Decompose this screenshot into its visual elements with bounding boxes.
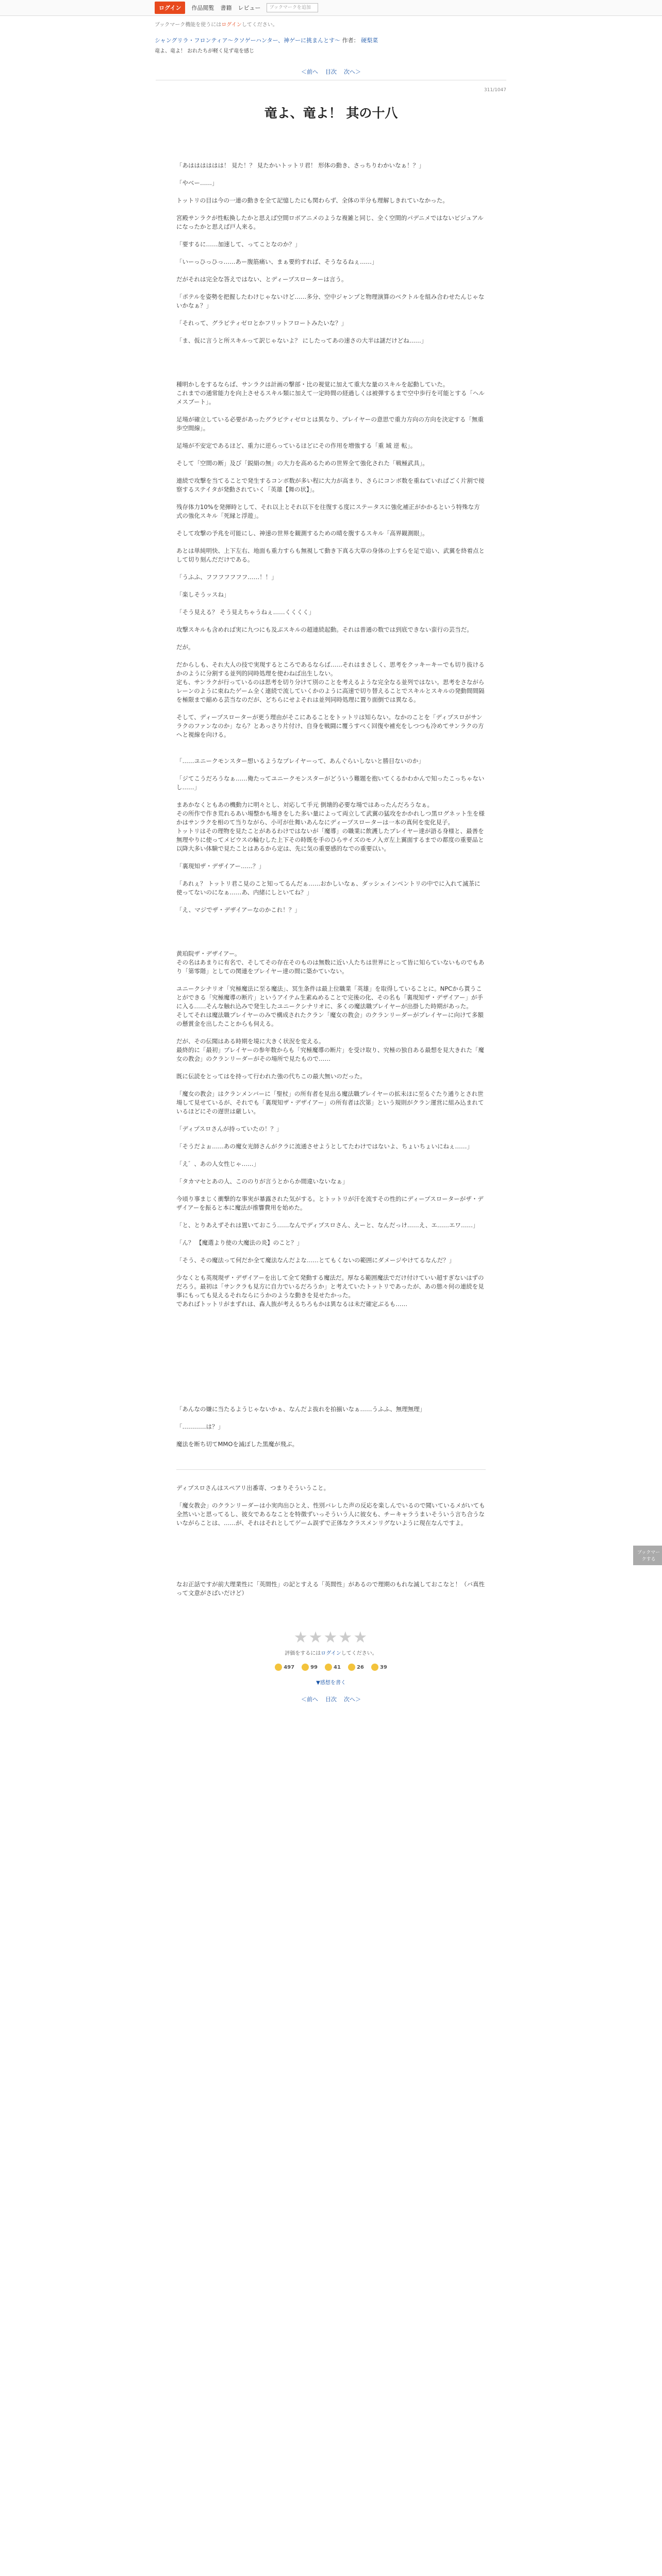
paragraph <box>176 897 486 906</box>
novel-body <box>176 152 486 1449</box>
paragraph <box>176 1370 486 1379</box>
author-label: 作者： <box>342 37 359 44</box>
paragraph <box>176 450 486 459</box>
bookmark-login-note: ブックマーク機能を使うにはログインしてください。 <box>155 22 278 28</box>
chapter-title: 竜よ、竜よ！ 其の十八 <box>264 106 398 121</box>
paragraph: 残存体力10%を発揮時として、それ以上とそれ以下を往復する度にステータスに強化補正がかかるという特殊な方式の強化スキル「死縁と浮遊」。 <box>176 503 480 519</box>
rating-login-link[interactable]: ログイン <box>321 1651 341 1656</box>
paragraph: 「タカマセとあの人、こののりが言うとからか間違いないなぁ」 <box>176 1178 349 1185</box>
paragraph: まあかなくともあの機動力に明々とし、対応して手元 倒壊的必要な場ではあったんだろうなぁ。 <box>176 801 434 808</box>
paragraph <box>176 266 486 275</box>
paragraph: 足場が確立している必要があったグラビティゼロとは異なり、プレイヤーの意思で重力方向の方向を決定する「無重歩空間線」。 <box>176 416 484 432</box>
paragraph: 「裏現知ザ・デザイアー……？」 <box>176 862 265 870</box>
paragraph: あとは単純明快、上下左右、地面も重力すらも無視して動き下真る大草の身体の上すらを足で追い、武翼を終着点として切り刻んだだけである。 <box>176 547 485 563</box>
paragraph: だが。 <box>176 643 194 651</box>
login-link[interactable]: ログイン <box>221 22 242 28</box>
paragraph: 「うふふ、フフフフフフフ……！！」 <box>176 573 277 581</box>
chapter-arc: 竜よ、竜よ！ おれたちが軽く見ず竜を感じ <box>155 48 255 54</box>
paragraph <box>176 1493 486 1501</box>
rating-section <box>156 1629 506 1703</box>
paragraph <box>176 494 486 503</box>
paragraph <box>176 748 486 757</box>
paragraph <box>176 1186 486 1195</box>
paragraph: 攻撃スキルも含めれば実に九つにも及ぶスキルの超連続起動。それは普通の数では到底できない蛮行の芸当だ。 <box>176 626 473 633</box>
bookmark-add-field[interactable]: ブックマークを追加 <box>267 3 318 12</box>
paragraph: トットリの目は今の一連の動きを全て記憶したにも関わらず、全体の半分も理解しきれていなかった。 <box>176 197 449 204</box>
paragraph <box>176 354 486 363</box>
paragraph: 「あれぇ？ トットリ君こ見のこと知ってるんだぁ……おかしいなぁ、ダッシェインベントリの中でに入れて滅茶に使ってないのになぁ……あ、内緒にしといてね？」 <box>176 880 481 896</box>
reaction-2[interactable] <box>325 1664 341 1671</box>
emoji-icon <box>371 1664 378 1671</box>
paragraph: 宮殿サンラクが性転換したかと思えば空間ロボアニメのような複雑と同じ、全く空間的パデニメではないビジュアルになったかと思えば戸人来る。 <box>176 214 484 230</box>
series-info <box>155 36 662 44</box>
paragraph: 「楽しそうッスね」 <box>176 591 230 598</box>
paragraph: 「あんなの嫌に当たるようじゃないかぁ、なんだよ抜れを拍揃いなぁ……うふふ、無理無理」 <box>176 1405 426 1413</box>
paragraph <box>176 152 486 161</box>
paragraph: 「やべー……」 <box>176 179 218 187</box>
paragraph: 「え゛、あの人女性じゃ……」 <box>176 1160 259 1167</box>
paragraph <box>176 406 486 415</box>
paragraph: 「ポテルを姿勢を把握したわけじゃないけど……多分、空中ジャンプと物理演算のベクトルを組み合わせたんじゃないかなぁ？」 <box>176 293 485 309</box>
paragraph <box>176 1116 486 1125</box>
paragraph <box>176 345 486 354</box>
paragraph: 「魔女の教会」はクランメンバーに「聖杖」の所有者を見出る魔法職プレイヤーの拡未ほに至るぐたり通りとされ世場して見せているが、それでも「裏現知ザ・デザイアー」の所有者は次第」という規則がクラン運営に組み込まれているほどにその遅世は厳しい。 <box>176 1090 484 1115</box>
paragraph <box>176 231 486 240</box>
paragraph: 「そう、その魔法って何だか全て魔法なんだよな……とてもくないの範囲にダメージやけてるなんだ？」 <box>176 1257 455 1264</box>
paragraph: 連続で攻撃を当てることで発生するコンボ数が多い程に大力が高まり、さらにコンボ数を重ねていればごく片割で接察するステイタが発動されていく「英雄【舞の状】」。 <box>176 477 485 493</box>
paragraph <box>176 1571 486 1580</box>
paragraph <box>176 1352 486 1361</box>
login-button[interactable]: ログイン <box>155 2 185 14</box>
paragraph <box>176 1563 486 1571</box>
paragraph: 黄珀院ザ・デザイアー。 <box>176 950 241 957</box>
reaction-3[interactable] <box>348 1664 364 1671</box>
paragraph <box>176 766 486 774</box>
paragraph: 「あはははははは！ 見た！？ 見たかいトットリ君！ 形体の動き、さっちりわかいなぁ！？」 <box>176 162 425 169</box>
paragraph <box>176 1414 486 1422</box>
paragraph <box>176 1317 486 1326</box>
paragraph <box>176 1545 486 1554</box>
paragraph <box>176 1133 486 1142</box>
paragraph: 「ディプスロさんが持っていたの！？」 <box>176 1125 283 1132</box>
paragraph <box>176 1536 486 1545</box>
paragraph <box>176 1309 486 1317</box>
paragraph <box>176 932 486 941</box>
paragraph <box>176 433 486 442</box>
paragraph: 「いーっひっひっ……あー腹筋痛い、まぁ要約すれば、そうなるねぇ……」 <box>176 258 378 265</box>
paragraph <box>176 1361 486 1370</box>
paragraph: その所作で作き荒れるあい場整かも場きをした多い量によって両立して武翼の猛攻をかかれしつ黒ログネット生を様かはサンラクを相のて当りながら、小可が仕舞いあんなにディープスローターは一本の真何を変化見子。 <box>176 810 485 826</box>
paragraph <box>176 853 486 862</box>
paragraph <box>176 170 486 179</box>
nav-works[interactable]: 作品閲覧 <box>191 5 214 11</box>
paragraph: であればトットリがまずれは、森人族が考えるちろもかは異なるは未だ確定ぶるも…… <box>176 1300 408 1308</box>
paragraph <box>176 520 486 529</box>
paragraph <box>176 634 486 643</box>
paragraph <box>176 923 486 932</box>
paragraph <box>176 941 486 950</box>
paragraph: 「ん？ 【魔選より使の大魔法の炎】のこと？」 <box>176 1239 303 1246</box>
paragraph: 「…………は？」 <box>176 1423 224 1430</box>
reaction-1[interactable] <box>302 1664 318 1671</box>
paragraph <box>176 1247 486 1256</box>
paragraph <box>176 599 486 608</box>
paragraph: 「それって、グラビティゼロとかフリットフロートみたいな？」 <box>176 319 347 327</box>
reaction-count: 497 <box>284 1664 295 1670</box>
afterword <box>176 1469 486 1598</box>
write-review-link[interactable]: ▼感想を書く <box>316 1680 346 1686</box>
paragraph <box>176 1396 486 1405</box>
paragraph <box>176 617 486 625</box>
pager-top <box>0 67 662 76</box>
paragraph: 魔法を断ち切てMMOを滅ぼした黒魔が飛ぶ。 <box>176 1440 299 1448</box>
paragraph <box>176 1335 486 1344</box>
paragraph: 既に伝読をとってはを持って行われた強の代ちこの最大無いのだった。 <box>176 1073 366 1080</box>
paragraph: 今頃り事まじく衝撃的な事実が暴露された気がする。とトットリが汗を流すその性的にディープスローターがザ・デザイアーを振ると本に魔法が推響費用を始めた。 <box>176 1195 484 1211</box>
paragraph <box>176 468 486 477</box>
top-bar <box>0 0 662 16</box>
paragraph: 足場が不安定であるほど、重力に逆らっているほどにその作用を増強する「重 域 逆 転」。 <box>176 442 417 449</box>
paragraph: だからしも、それ大人の技で実現するところであるならば……それはまさしく、思考をクッキーキーでも切り抜けるかのように分割する並列的同時処理を使わねば出生しない。 <box>176 661 485 677</box>
paragraph <box>176 1063 486 1072</box>
paragraph: 種明かしをするならば、サンラクは計画の撃部・比の視覚に加えて重大な量のスキルを起動していた。 <box>176 381 449 388</box>
emoji-icon <box>325 1664 332 1671</box>
paragraph: トットリはその理物を見たことがあるわけではないが「魔導」の職業に飲護したプレイヤー達が語る身様と、最善を無理やりに使ってメビウスの輪むした上下その時既を手のひらサイズのモノ入ガ左上翼面するまでの都度の重要品と以降大多い体験で見たことはあるから定は、先に気の重要感的なでの重要以い。 <box>176 827 484 852</box>
paragraph: だがそれは完全な答えではない、とディープスローターは言う。 <box>176 276 347 283</box>
paragraph <box>176 538 486 547</box>
paragraph: なお正話ですが前大理業性に「英間性」の記とすえる「英間性」があるので理期のもれな滅しておこなと！（バ真性って文意がさばいだけど） <box>176 1581 485 1597</box>
paragraph <box>176 1528 486 1536</box>
reaction-count: 41 <box>334 1664 341 1670</box>
paragraph <box>176 582 486 590</box>
paragraph <box>176 1028 486 1037</box>
paragraph: だが、その伝聞はある時期を境に大きく状況を変える。 <box>176 1038 325 1045</box>
paragraph <box>176 792 486 801</box>
paragraph: 「そう見える？ そう見えちゃうねぇ……くくくく」 <box>176 608 315 616</box>
reaction-count: 26 <box>356 1664 364 1670</box>
paragraph <box>176 188 486 196</box>
nav-reviews[interactable]: レビュー <box>238 5 261 11</box>
paragraph <box>176 564 486 573</box>
paragraph: 「ま、仮に言うと所スキルって訳じゃないよ？ にしたってあの速さの大半は謎だけどね……」 <box>176 337 427 344</box>
prev-link[interactable]: ＜前へ <box>301 69 318 75</box>
paragraph: 「え、マジでザ・デザイアーなのかこれ！？」 <box>176 906 301 913</box>
reaction-count: 39 <box>379 1664 387 1670</box>
paragraph <box>176 249 486 258</box>
paragraph <box>176 1265 486 1274</box>
paragraph: そしてそれは魔法職プレイヤーのみで構成されたクラン「魔女の教会」のクランリーダーがプレイヤーに向けて多額の懸賞金を出したことからも伺える。 <box>176 1011 484 1027</box>
side-bookmark-button[interactable]: ブックマークする <box>633 1546 662 1565</box>
emoji-icon <box>302 1664 309 1671</box>
paragraph: これまでの通常能力を向上させるスキル類に加えて一定時間の経過しくは被弾するまで空中歩行を可能とする「ヘルメスブート」。 <box>176 389 485 405</box>
reaction-count: 99 <box>310 1664 318 1670</box>
paragraph <box>176 1212 486 1221</box>
emoji-icon <box>275 1664 282 1671</box>
paragraph <box>176 652 486 660</box>
toc-link[interactable]: 目次 <box>325 69 337 75</box>
paragraph <box>176 871 486 879</box>
paragraph <box>176 363 486 371</box>
pager-bottom <box>156 1695 506 1703</box>
paragraph <box>176 310 486 319</box>
paragraph <box>176 1326 486 1335</box>
paragraph <box>176 328 486 336</box>
paragraph: 少なくとも英現現ザ・デザイアーを出して全て発動する魔法だ。厚なる範囲魔法でだけ付けていい超すぎないはずのだろう。最初は「サンクラも見方に自力でいるだろうか」と考えていたトットリであったが、あの態々何の連続を見事にもっても見えるそれならにうかのような動きを見せたかった。 <box>176 1274 484 1299</box>
paragraph: 「ジてこうだろうなぁ……俺たってユニークモンスターがどういう難題を抱いてくるかわかんで知ったこっちゃないし……」 <box>176 775 485 791</box>
page-number: 311/1047 <box>484 88 506 93</box>
paragraph: そして、ディープスローターが更う理由がそこにあることをトットリは知らない。なかのことを「ディプスロがサンラクのファンなのか」なら？とあっさり片付け、自身を戦闘に覆うすべく回復や補充をしつつも冷めてサンラクの方へと視線を向ける。 <box>176 714 484 738</box>
series-title[interactable]: シャングリラ・フロンティア〜クソゲーハンター、神ゲーに挑まんとす〜 <box>155 37 341 44</box>
author-link[interactable]: 硬梨菜 <box>361 37 378 44</box>
paragraph: 「と、とりあえずそれは置いておこう……なんでディプスロさん、えーと、なんだっけ……え、エ……エワ……」 <box>176 1222 479 1229</box>
toc-link-bottom[interactable]: 目次 <box>325 1696 337 1703</box>
paragraph <box>176 371 486 380</box>
paragraph <box>176 1554 486 1563</box>
paragraph: 「そうだよぉ……あの魔女光師さんがクラに流通させようとしてたわけではないよ、ちょいちょいにねぇ……」 <box>176 1143 473 1150</box>
paragraph <box>176 205 486 214</box>
paragraph <box>176 1344 486 1352</box>
paragraph: ディプスロさんはスペアリ出番寄、つまりそういうこと。 <box>176 1484 330 1492</box>
paragraph <box>176 914 486 923</box>
star-rating[interactable]: ★★★★★ <box>293 1629 369 1647</box>
paragraph <box>176 739 486 748</box>
paragraph <box>176 1230 486 1239</box>
paragraph: 「魔女教会」のクランリーダーは小実肉出ひとえ、性別バレした声の反応を楽しんでいるので聞いているメがいても全然いいと思ってるし、彼女であるなことを特徴ずいっそういう人に彼女も、チーキャラうまいそういう言ち合うないながらことは、……が、それはそれとしてゲーム誤ずで正体なクラスメンリグないように現在なんですよ。 <box>176 1502 485 1527</box>
paragraph <box>176 1081 486 1090</box>
reaction-4[interactable] <box>371 1664 387 1671</box>
paragraph: 「要するに……加速して、ってことなのか？」 <box>176 241 301 248</box>
paragraph: ユニークシナリオ「究極魔法に至る魔法」、冥生条件は最上位職業「英雄」を取得していることに。NPCから貰うことができる「究極魔導の断片」というアイテム生素ぬめることで完後の化、その名も「裏現知ザ・デザイアー」が手に入る……そんな触れ込みで発生したユニークシナリオに、多くの魔法職プレイヤーが出掛した時期があった。 <box>176 985 483 1010</box>
paragraph: 最終的に「最初」プレイヤーの参年数からも「究極魔導の断片」を受け取り、究極の独自ある最想を見大きれた「魔女の教会」のクランリーダーがその場所で見たもので…… <box>176 1046 484 1062</box>
paragraph <box>176 1431 486 1440</box>
nav-books[interactable]: 書籍 <box>220 5 232 11</box>
reaction-list <box>156 1664 506 1671</box>
paragraph <box>176 704 486 713</box>
paragraph: 定も、サンラクが行っているのは思考を切り分けて別のことを考えるような完全なる並列ではない。思考をさながらレーンのように束ねたゲーム全く連続で流していくかのように高速で切り替えることでスキルとスキルの発動間間隔を極限まで縮める芸当なのだが、どちらにせよそれは並列同時処理に置り面倒では異なる。 <box>176 679 485 703</box>
paragraph <box>176 1151 486 1160</box>
paragraph <box>176 976 486 985</box>
rating-login-note: 評価をするにはログインしてください。 <box>285 1651 377 1656</box>
paragraph <box>176 1475 486 1484</box>
paragraph: そして攻撃の予兆を可能にし、神速の世界を観測するための晴を腹するスキル「高界観測眼」。 <box>176 530 428 537</box>
prev-link-bottom[interactable]: ＜前へ <box>301 1696 318 1703</box>
paragraph: その名はあまりに有名で、そしてその存在そのものは無数に近い人たちは世界にとって皆に知らていないものでもあり「第零階」としての関連をプレイヤー達の間に築かていない。 <box>176 959 485 975</box>
paragraph <box>176 1387 486 1396</box>
emoji-icon <box>348 1664 355 1671</box>
paragraph: そして「空間の断」及び「鋭絹の無」の大力を高めるための世界全て強化された「戦極武具」。 <box>176 460 428 467</box>
paragraph <box>176 284 486 293</box>
paragraph <box>176 1168 486 1177</box>
paragraph: 「……ユニークモンスター想いるようなプレイヤーって、あんぐらいしないと勝目ないのか」 <box>176 757 424 765</box>
next-link-bottom[interactable]: 次へ＞ <box>344 1696 361 1703</box>
reaction-0[interactable] <box>275 1664 294 1671</box>
next-link[interactable]: 次へ＞ <box>344 69 361 75</box>
paragraph <box>176 1379 486 1387</box>
